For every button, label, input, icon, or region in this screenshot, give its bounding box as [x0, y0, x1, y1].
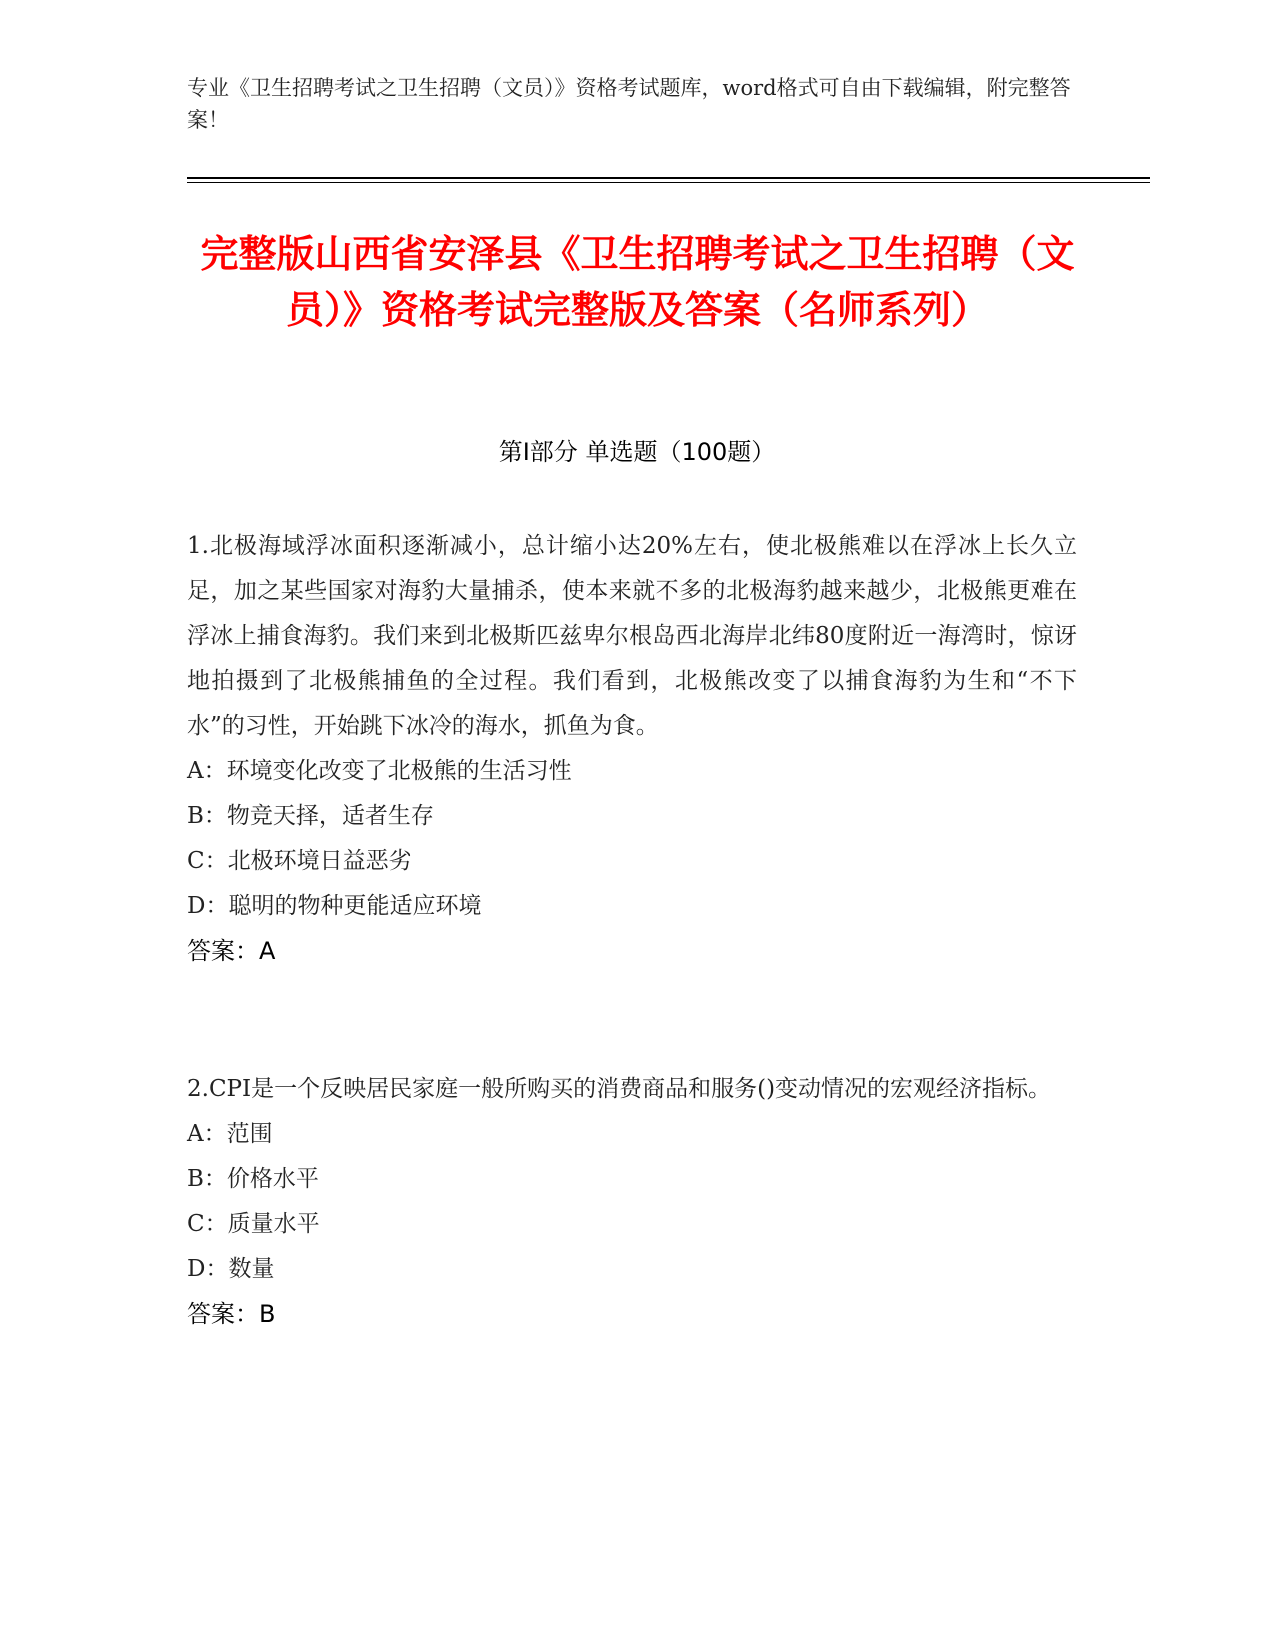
- question-stem: 2.CPI是一个反映居民家庭一般所购买的消费商品和服务()变动情况的宏观经济指标。: [187, 1076, 1052, 1102]
- answer-text: 答案：B: [187, 1300, 276, 1328]
- option-b: B：物竞天择，适者生存: [187, 803, 434, 829]
- answer-text: 答案：A: [187, 937, 276, 965]
- document-title: 完整版山西省安泽县《卫生招聘考试之卫生招聘（文员）》资格考试完整版及答案（名师系列）: [200, 232, 1075, 332]
- option-c: C：质量水平: [187, 1211, 320, 1237]
- header-divider-thin: [187, 182, 1150, 183]
- question-stem: 1.北极海域浮冰面积逐渐减小，总计缩小达20%左右，使北极熊难以在浮冰上长久立足，加之某些国家对海豹大量捕杀，使本来就不多的北极海豹越来越少，北极熊更难在浮冰上捕食海豹。我们来到北极斯匹兹卑尔根岛西北海岸北纬80度附近一海湾时，惊讶地拍摄到了北极熊捕鱼的全过程。我们看到，北极熊改变了以捕食海豹为生和“不下水”的习性，开始跳下冰冷的海水，抓鱼为食。: [187, 533, 1077, 739]
- section-title: 第I部分 单选题（100题）: [498, 438, 776, 466]
- option-d: D：数量: [187, 1256, 275, 1282]
- option-c: C：北极环境日益恶劣: [187, 848, 412, 874]
- question-1: [187, 524, 1077, 974]
- header-divider-thick: [187, 177, 1150, 179]
- option-a: A：环境变化改变了北极熊的生活习性: [187, 758, 572, 784]
- option-b: B：价格水平: [187, 1166, 319, 1192]
- option-d: D：聪明的物种更能适应环境: [187, 893, 482, 919]
- question-2: [187, 1067, 1077, 1337]
- option-a: A：范围: [187, 1121, 273, 1147]
- header-note: 专业《卫生招聘考试之卫生招聘（文员）》资格考试题库，word格式可自由下载编辑，附完整答案！: [187, 76, 1071, 132]
